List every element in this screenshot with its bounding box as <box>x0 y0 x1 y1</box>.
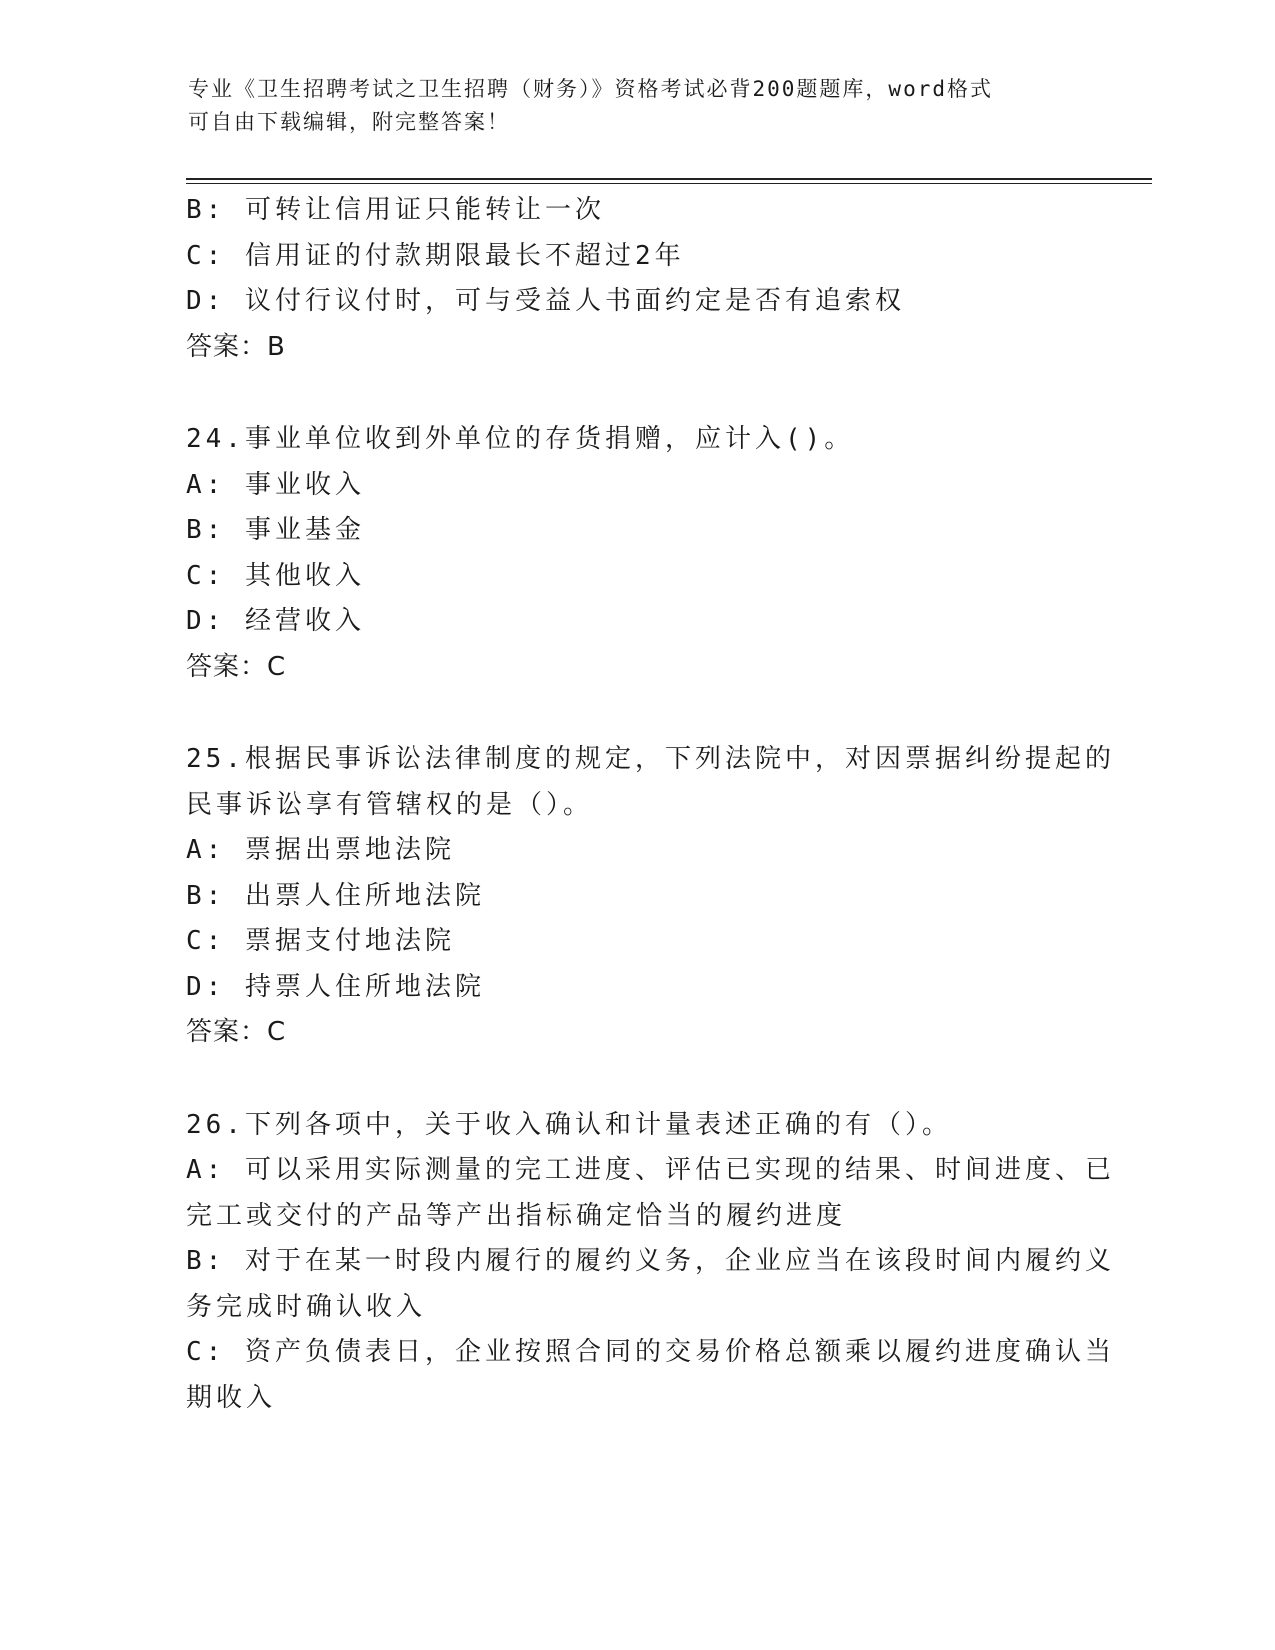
header-title-line1: 专业《卫生招聘考试之卫生招聘（财务）》资格考试必背200题题库，word格式 <box>188 77 993 101</box>
question-23-tail <box>186 188 1086 370</box>
option-b-line2: 务完成时确认收入 <box>186 1291 427 1322</box>
header-title-line2: 可自由下载编辑，附完整答案！ <box>188 110 510 134</box>
question-26 <box>186 1103 1115 1422</box>
header-divider <box>186 178 1152 184</box>
option-c-line1: C: 资产负债表日，企业按照合同的交易价格总额乘以履约进度确认当 <box>186 1337 1115 1367</box>
option-c: C: 信用证的付款期限最长不超过2年 <box>186 240 685 271</box>
option-b: B: 事业基金 <box>186 515 365 545</box>
option-c: C: 其他收入 <box>186 560 365 591</box>
option-a: A: 票据出票地法院 <box>186 835 455 865</box>
spacer <box>186 1056 1086 1103</box>
option-a: A: 事业收入 <box>186 469 365 500</box>
option-d: D: 经营收入 <box>186 606 365 636</box>
option-d: D: 持票人住所地法院 <box>186 971 485 1002</box>
question-stem: 26.下列各项中，关于收入确认和计量表述正确的有（）。 <box>186 1109 952 1140</box>
answer-label: 答案：C <box>186 651 287 682</box>
spacer <box>186 370 1086 417</box>
document-header <box>188 73 1068 139</box>
option-b: B: 出票人住所地法院 <box>186 880 485 911</box>
question-24 <box>186 417 1086 690</box>
option-c-line2: 期收入 <box>186 1382 277 1413</box>
option-c: C: 票据支付地法院 <box>186 926 455 956</box>
question-stem-line1: 25.根据民事诉讼法律制度的规定，下列法院中，对因票据纠纷提起的 <box>186 744 1115 774</box>
answer-label: 答案：B <box>186 331 286 362</box>
option-d: D: 议付行议付时，可与受益人书面约定是否有追索权 <box>186 286 905 316</box>
option-b: B: 可转让信用证只能转让一次 <box>186 195 605 225</box>
spacer <box>186 690 1086 737</box>
question-content <box>186 188 1115 1421</box>
question-25 <box>186 737 1115 1056</box>
question-stem: 24.事业单位收到外单位的存货捐赠，应计入()。 <box>186 424 855 454</box>
option-b-line1: B: 对于在某一时段内履行的履约义务，企业应当在该段时间内履约义 <box>186 1246 1115 1276</box>
question-stem-line2: 民事诉讼享有管辖权的是（）。 <box>186 789 594 820</box>
answer-label: 答案：C <box>186 1017 287 1047</box>
option-a-line1: A: 可以采用实际测量的完工进度、评估已实现的结果、时间进度、已 <box>186 1155 1115 1185</box>
option-a-line2: 完工或交付的产品等产出指标确定恰当的履约进度 <box>186 1200 847 1231</box>
